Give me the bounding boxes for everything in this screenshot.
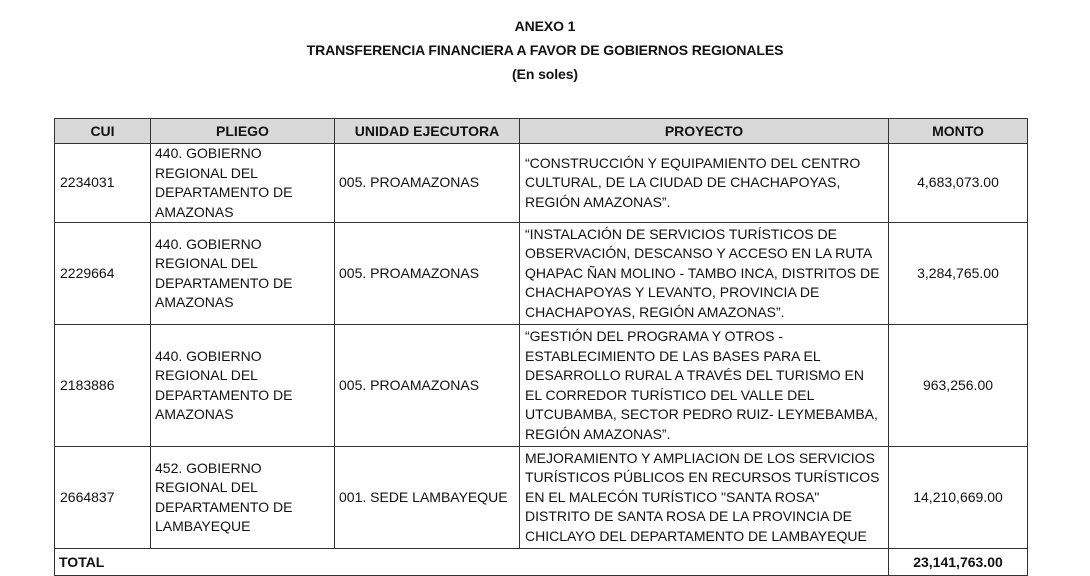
cell-monto: 14,210,669.00 bbox=[889, 447, 1028, 549]
cell-monto: 4,683,073.00 bbox=[889, 144, 1028, 223]
document-title: TRANSFERENCIA FINANCIERA A FAVOR DE GOBIERNOS REGIONALES bbox=[306, 42, 784, 58]
total-value: 23,141,763.00 bbox=[889, 549, 1028, 576]
cell-unidad-ejecutora: 005. PROAMAZONAS bbox=[335, 144, 520, 223]
total-row bbox=[55, 549, 1028, 576]
cell-cui: 2229664 bbox=[55, 223, 151, 325]
cell-unidad-ejecutora: 005. PROAMAZONAS bbox=[335, 325, 520, 447]
cell-pliego: 440. GOBIERNO REGIONAL DEL DEPARTAMENTO DE AMAZONAS bbox=[151, 144, 335, 223]
cell-cui: 2234031 bbox=[55, 144, 151, 223]
cell-unidad-ejecutora: 005. PROAMAZONAS bbox=[335, 223, 520, 325]
cell-monto: 963,256.00 bbox=[889, 325, 1028, 447]
document-header bbox=[0, 14, 1090, 86]
cell-proyecto: MEJORAMIENTO Y AMPLIACION DE LOS SERVICIOS TURÍSTICOS PÚBLICOS EN RECURSOS TURÍSTICOS EN EL MALECÓN TURÍSTICO "SANTA ROSA" DISTRITO DE SANTA ROSA DE LA PROVINCIA DE CHICLAYO DEL DEPARTAMENTO DE LAMBAYEQUE bbox=[520, 447, 889, 549]
cell-cui: 2183886 bbox=[55, 325, 151, 447]
table-header-row bbox=[55, 119, 1028, 144]
cell-monto: 3,284,765.00 bbox=[889, 223, 1028, 325]
table-row bbox=[55, 223, 1028, 325]
cell-cui: 2664837 bbox=[55, 447, 151, 549]
cell-proyecto: “INSTALACIÓN DE SERVICIOS TURÍSTICOS DE OBSERVACIÓN, DESCANSO Y ACCESO EN LA RUTA QHAPAC ÑAN MOLINO - TAMBO INCA, DISTRITOS DE CHACHAPOYAS Y LEVANTO, PROVINCIA DE CHACHAPOYAS, REGIÓN AMAZONAS”. bbox=[520, 223, 889, 325]
table-row bbox=[55, 144, 1028, 223]
cell-proyecto: “GESTIÓN DEL PROGRAMA Y OTROS - ESTABLECIMIENTO DE LAS BASES PARA EL DESARROLLO RURAL A TRAVÉS DEL TURISMO EN EL CORREDOR TURÍSTICO DEL VALLE DEL UTCUBAMBA, SECTOR PEDRO RUIZ- LEYMEBAMBA, REGIÓN AMAZONAS”. bbox=[520, 325, 889, 447]
cell-pliego: 440. GOBIERNO REGIONAL DEL DEPARTAMENTO DE AMAZONAS bbox=[151, 223, 335, 325]
cell-pliego: 452. GOBIERNO REGIONAL DEL DEPARTAMENTO DE LAMBAYEQUE bbox=[151, 447, 335, 549]
currency-note: (En soles) bbox=[512, 66, 578, 82]
total-label: TOTAL bbox=[55, 549, 335, 576]
cell-proyecto: “CONSTRUCCIÓN Y EQUIPAMIENTO DEL CENTRO CULTURAL, DE LA CIUDAD DE CHACHAPOYAS, REGIÓN AMAZONAS”. bbox=[520, 144, 889, 223]
annex-heading: ANEXO 1 bbox=[514, 18, 576, 34]
column-header-cui: CUI bbox=[55, 119, 151, 144]
total-spacer bbox=[335, 549, 889, 576]
transfer-table bbox=[54, 118, 1028, 576]
cell-unidad-ejecutora: 001. SEDE LAMBAYEQUE bbox=[335, 447, 520, 549]
cell-pliego: 440. GOBIERNO REGIONAL DEL DEPARTAMENTO DE AMAZONAS bbox=[151, 325, 335, 447]
column-header-proyecto: PROYECTO bbox=[520, 119, 889, 144]
column-header-pliego: PLIEGO bbox=[151, 119, 335, 144]
column-header-monto: MONTO bbox=[889, 119, 1028, 144]
table-row bbox=[55, 447, 1028, 549]
table-row bbox=[55, 325, 1028, 447]
column-header-unidad-ejecutora: UNIDAD EJECUTORA bbox=[335, 119, 520, 144]
